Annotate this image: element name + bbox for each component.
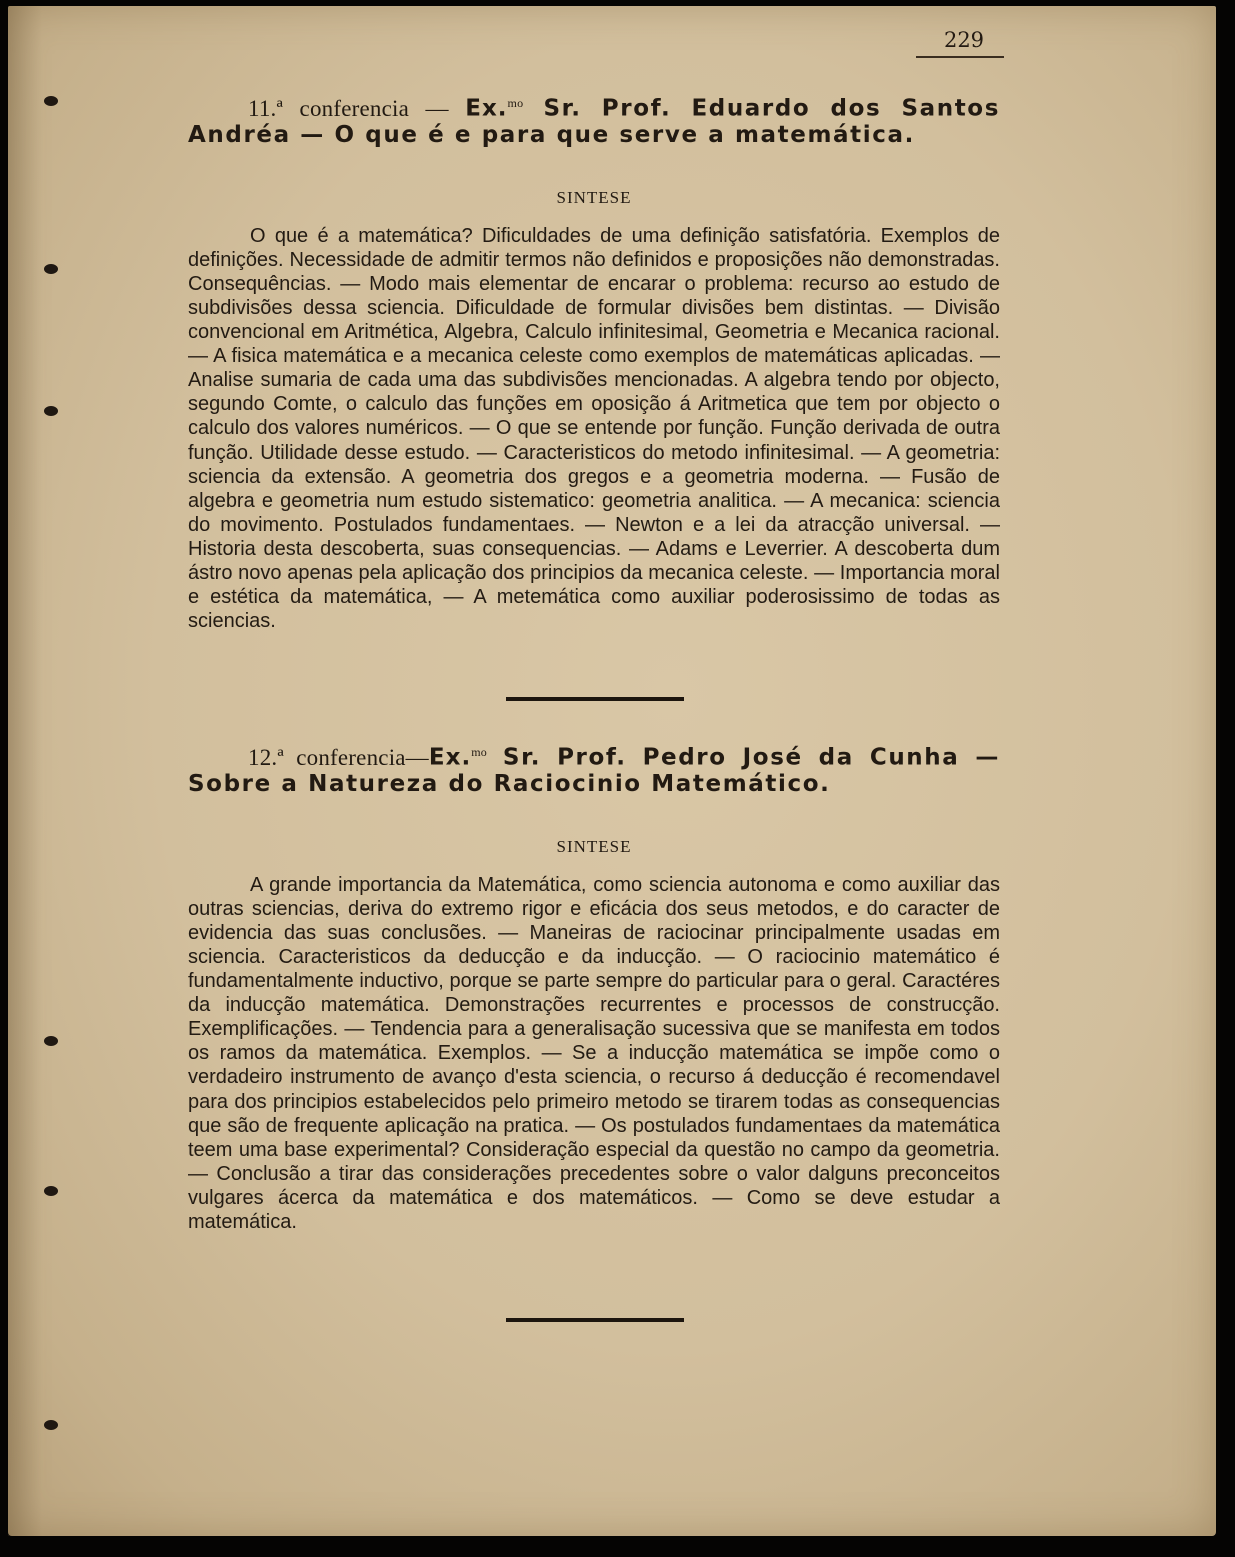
conference-number: 11.ª conferencia — — [248, 95, 466, 121]
honorific-superscript: mo — [507, 96, 524, 110]
binding-shadow — [8, 6, 42, 1536]
conference-number: 12.ª conferencia— — [248, 744, 429, 770]
honorific: Ex. — [465, 95, 508, 122]
synthesis-label: SINTESE — [556, 187, 632, 207]
conference-heading — [188, 739, 1000, 797]
binding-stitch — [44, 264, 58, 274]
binding-stitch — [44, 406, 58, 416]
speaker-name: Sr. Prof. Pedro José da Cunha — [486, 744, 960, 771]
binding-stitch — [44, 1036, 58, 1046]
honorific-superscript: mo — [471, 745, 487, 759]
binding-stitch — [44, 1420, 58, 1430]
conference-title: — O que é e para que serve a matemática. — [290, 121, 915, 148]
binding-stitch — [44, 1186, 58, 1196]
synthesis-paragraph: A grande importancia da Matemática, como sciencia autonoma e como auxiliar das outras sciencias, deriva do extremo rigor e eficácia dos seus metodos, e do caracter de evidencia das suas conclusões. — Maneiras de raciocinar principalmente usadas em sciencia. Caracteristicos da deducção e da inducção. — O raciocinio matemático é fundamentalmente inductivo, porque se parte sempre do particular para o geral. Caractéres da inducção matemática. Demonstrações recurrentes e processos de construcção. Exemplificações. — Tendencia para a generalisação sucessiva que se manifesta em todos os ramos da matemática. Exemplos. — Se a inducção matemática se impõe como o verdadeiro instrumento de avanço d'esta sciencia, o recurso á deducção é recomendavel para dos principios estabelecidos pelo primeiro metodo se tirarem todas as consequencias que são de frequente aplicação na pratica. — Os postulados fundamentaes da matemática teem uma base experimental? Consideração especial da questão no campo da geometria. — Conclusão a tirar das considerações precedentes sobre o valor dalguns preconceitos vulgares ácerca da matemática e dos matemáticos. — Como se deve estudar a matemática. — [188, 873, 1000, 1233]
section-divider — [506, 1318, 684, 1322]
conference-heading — [188, 90, 1000, 148]
synthesis-label: SINTESE — [556, 836, 632, 856]
conference-title: — Sobre a Natureza do Raciocinio Matemático. — [188, 744, 1000, 797]
page-number-rule — [916, 56, 1004, 58]
binding-stitch — [44, 96, 58, 106]
speaker-name: Sr. Prof. Eduardo dos Santos Andréa — [188, 95, 1000, 148]
section-divider — [506, 697, 684, 701]
conference-11 — [188, 90, 1000, 633]
honorific: Ex. — [428, 744, 472, 771]
synthesis-paragraph: O que é a matemática? Dificuldades de uma definição satisfatória. Exemplos de definições. Necessidade de admitir termos não definidos e proposições não demonstradas. Consequências. — Modo mais elementar de encarar o problema: recurso ao estudo de subdivisões dessa sciencia. Dificuldade de formular divisões bem distintas. — Divisão convencional em Aritmética, Algebra, Calculo infinitesimal, Geometria e Mecanica racional. — A fisica matemática e a mecanica celeste como exemplos de matemáticas aplicadas. — Analise sumaria de cada uma das subdivisões mencionadas. A algebra tendo por objecto, segundo Comte, o calculo das funções em oposição á Aritmetica que tem por objecto o calculo dos valores numéricos. — O que se entende por função. Função derivada de outra função. Utilidade desse estudo. — Caracteristicos do metodo infinitesimal. — A geometria: sciencia da extensão. A geometria dos gregos e a geometria moderna. — Fusão de algebra e geometria num estudo sistematico: geometria analitica. — A mecanica: sciencia do movimento. Postulados fundamentaes. — Newton e a lei da atracção universal. — Historia desta descoberta, suas consequencias. — Adams e Leverrier. A descoberta dum ástro novo apenas pela aplicação dos principios da mecanica celeste. — Importancia moral e estética da matemática, — A metemática como auxiliar poderosissimo de todas as sciencias. — [188, 224, 1000, 633]
page-number: 229 — [943, 28, 985, 52]
conference-12 — [188, 739, 1000, 1234]
